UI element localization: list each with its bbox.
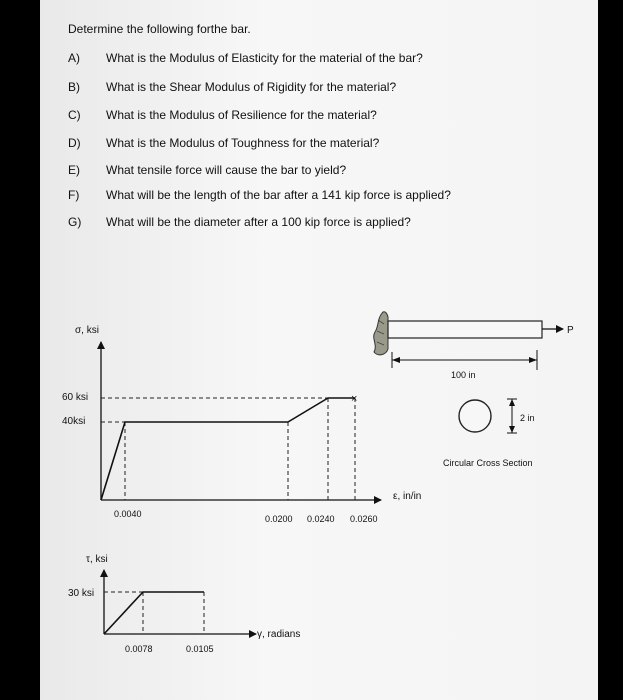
strain-tick-0240: 0.0240	[307, 514, 335, 524]
question-text: What tensile force will cause the bar to yield?	[106, 163, 347, 177]
question-letter: D)	[68, 136, 81, 150]
sigma-axis-label: σ, ksi	[75, 325, 99, 336]
question-text: What will be the diameter after a 100 kip force is applied?	[106, 215, 411, 229]
strain-tick-0200: 0.0200	[265, 514, 293, 524]
question-letter: G)	[68, 215, 82, 229]
question-letter: E)	[68, 163, 80, 177]
strain-tick-0260: 0.0260	[350, 514, 378, 524]
question-text: What is the Shear Modulus of Rigidity for the material?	[106, 80, 397, 94]
stress-strain-curve	[101, 398, 355, 500]
strain-axis-label: ε, in/in	[393, 491, 422, 502]
tau-axis-label: τ, ksi	[86, 554, 108, 565]
stress-40-label: 40ksi	[62, 416, 86, 427]
shear-30-label: 30 ksi	[68, 588, 95, 599]
wall-support-icon	[374, 312, 388, 355]
question-text: What will be the length of the bar after a 141 kip force is applied?	[106, 188, 451, 202]
fracture-mark: ×	[351, 393, 358, 405]
question-text: What is the Modulus of Elasticity for the material of the bar?	[106, 51, 423, 65]
bar	[388, 321, 542, 338]
stress-60-label: 60 ksi	[62, 392, 89, 403]
force-label: P	[567, 325, 574, 336]
gamma-tick-0078: 0.0078	[125, 644, 153, 654]
stress-strain-diagram	[62, 325, 421, 524]
length-label: 100 in	[451, 370, 476, 380]
bar-figure	[374, 312, 574, 468]
cross-section-caption: Circular Cross Section	[443, 458, 533, 468]
question-letter: B)	[68, 80, 80, 94]
question-text: What is the Modulus of Toughness for the material?	[106, 136, 380, 150]
question-text: What is the Modulus of Resilience for the material?	[106, 108, 377, 122]
shear-curve	[104, 592, 204, 634]
question-letter: F)	[68, 188, 80, 202]
cross-section-circle	[459, 400, 491, 432]
question-letter: A)	[68, 51, 80, 65]
strain-tick-0040: 0.0040	[114, 509, 142, 519]
gamma-tick-0105: 0.0105	[186, 644, 214, 654]
shear-diagram	[68, 554, 300, 654]
gamma-axis-label: γ, radians	[257, 629, 301, 640]
problem-title: Determine the following forthe bar.	[68, 22, 251, 36]
question-letter: C)	[68, 108, 81, 122]
diameter-label: 2 in	[520, 413, 535, 423]
